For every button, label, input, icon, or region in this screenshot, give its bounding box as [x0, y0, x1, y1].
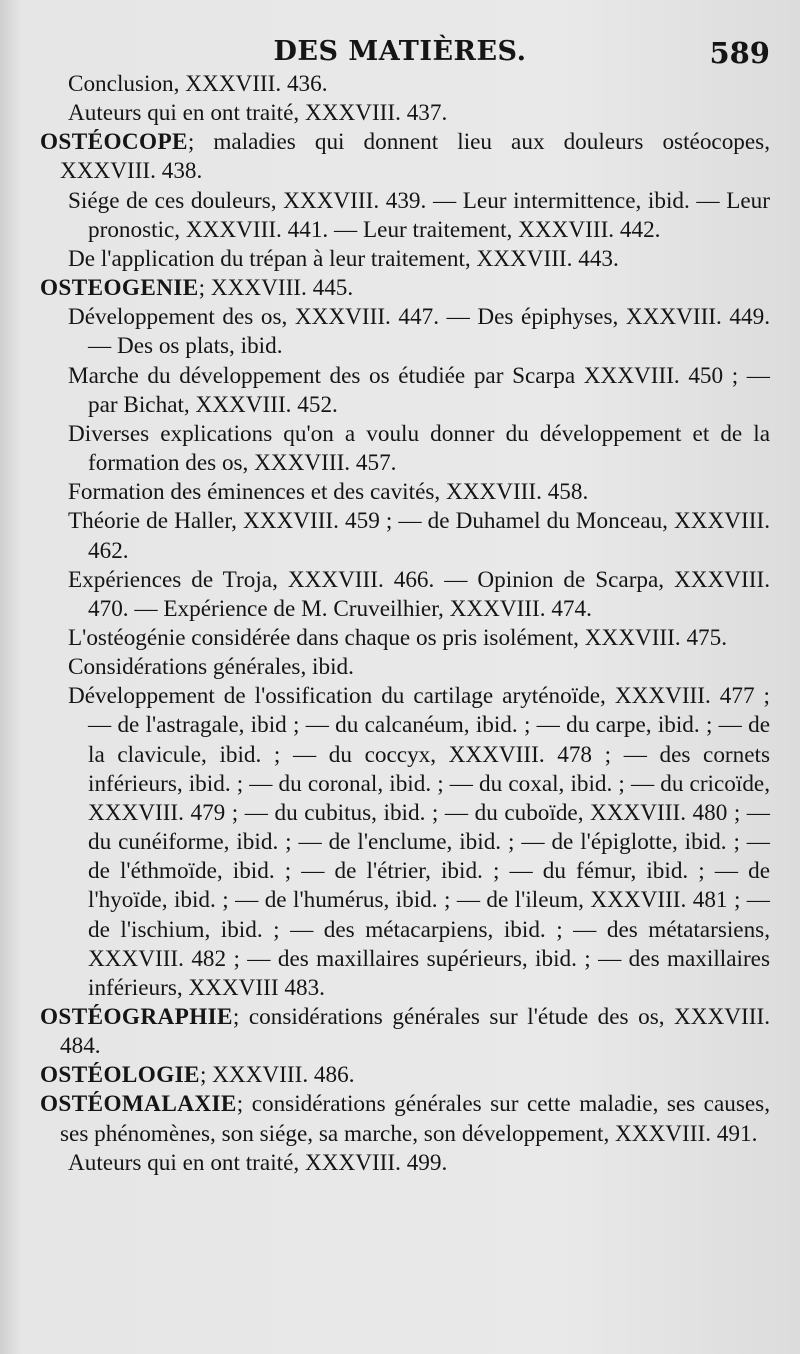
index-sub-entry [68, 507, 770, 565]
entry-text: Siége de ces douleurs, XXXVIII. 439. — Leur intermittence, ibid. — Leur pronostic, XXXVIII. 441. — Leur traitement, XXXVIII. 442. [68, 187, 770, 243]
entry-text: Développement de l'ossification du cartilage aryténoïde, XXXVIII. 477 ; — de l'astragale, ibid ; — du calcanéum, ibid. ; — du carpe, ibid. ; — de la clavicule, ibid. ; — du coccyx, XXXVIII. 478 ; — des cornets inférieurs, ibid. ; — du coronal, ibid. ; — du coxal, ibid. ; — du cricoïde, XXXVIII. 479 ; — du cubitus, ibid. ; — du cuboïde, XXXVIII. 480 ; — du cunéiforme, ibid. ; — de l'enclume, ibid. ; — de l'épiglotte, ibid. ; — de l'éthmoïde, ibid. ; — de l'étrier, ibid. ; — du fémur, ibid. ; — de l'hyoïde, ibid. ; — de l'humérus, ibid. ; — de l'ileum, XXXVIII. 481 ; — de l'ischium, ibid. ; — des métacarpiens, ibid. ; — des métatarsiens, XXXVIII. 482 ; — des maxillaires supérieurs, ibid. ; — des maxillaires inférieurs, XXXVIII 483. [68, 683, 770, 1001]
entry-text: Formation des éminences et des cavités, XXXVIII. 458. [68, 479, 589, 506]
index-sub-entry [68, 1149, 770, 1178]
index-sub-entry [68, 99, 770, 128]
entry-text: De l'application du trépan à leur traitement, XXXVIII. 443. [68, 245, 619, 272]
entry-text: ; considérations générales sur cette maladie, ses causes, ses phénomènes, son siége, sa marche, son développement, XXXVIII. 491. [60, 1091, 770, 1147]
entry-text: L'ostéogénie considérée dans chaque os pris isolément, XXXVIII. 475. [68, 624, 728, 651]
page-number: 589 [709, 36, 770, 70]
entry-text: ; maladies qui donnent lieu aux douleurs ostéocopes, XXXVIII. 438. [60, 129, 770, 185]
entry-text: Considérations générales, ibid. [68, 654, 354, 681]
index-main-entry [40, 128, 770, 186]
entry-headword: OSTÉOMALAXIE [40, 1091, 237, 1118]
index-sub-entry [68, 420, 770, 478]
index-sub-entry [68, 70, 770, 99]
index-sub-entry [68, 682, 770, 1003]
entry-text: Théorie de Haller, XXXVIII. 459 ; — de Duhamel du Monceau, XXXVIII. 462. [68, 508, 770, 564]
index-sub-entry [68, 624, 770, 653]
entry-headword: OSTEOGENIE [40, 275, 199, 302]
index-entries [40, 70, 770, 1178]
entry-text: ; XXXVIII. 486. [199, 1062, 355, 1089]
index-main-entry [40, 1003, 770, 1061]
entry-text: Diverses explications qu'on a voulu donner du développement et de la formation des os, XXXVIII. 457. [68, 420, 770, 477]
entry-text: Auteurs qui en ont traité, XXXVIII. 499. [68, 1149, 448, 1176]
index-main-entry [40, 1090, 770, 1148]
index-sub-entry [68, 362, 770, 420]
index-main-entry [40, 274, 770, 303]
running-title: DES MATIÈRES. [273, 36, 527, 67]
entry-text: Marche du développement des os étudiée par Scarpa XXXVIII. 450 ; — par Bichat, XXXVIII. 452. [68, 362, 770, 418]
page-header [0, 36, 800, 72]
index-sub-entry [68, 303, 770, 361]
entry-headword: OSTÉOGRAPHIE [40, 1004, 233, 1030]
index-sub-entry [68, 566, 770, 624]
index-sub-entry [68, 478, 770, 507]
entry-text: ; XXXVIII. 445. [198, 275, 354, 302]
entry-text: Expériences de Troja, XXXVIII. 466. — Opinion de Scarpa, XXXVIII. 470. — Expérience de M. Cruveilhier, XXXVIII. 474. [68, 566, 770, 622]
index-sub-entry [68, 187, 770, 245]
index-sub-entry [68, 245, 770, 274]
entry-headword: OSTÉOLOGIE [40, 1062, 200, 1089]
entry-text: ; considérations générales sur l'étude des os, XXXVIII. 484. [60, 1004, 770, 1060]
entry-text: Auteurs qui en ont traité, XXXVIII. 437. [68, 100, 448, 127]
entry-text: Développement des os, XXXVIII. 447. — Des épiphyses, XXXVIII. 449. — Des os plats, ibid. [68, 304, 770, 360]
entry-text: Conclusion, XXXVIII. 436. [68, 71, 328, 97]
index-sub-entry [68, 653, 770, 682]
index-main-entry [40, 1061, 770, 1090]
entry-headword: OSTÉOCOPE [40, 129, 188, 156]
